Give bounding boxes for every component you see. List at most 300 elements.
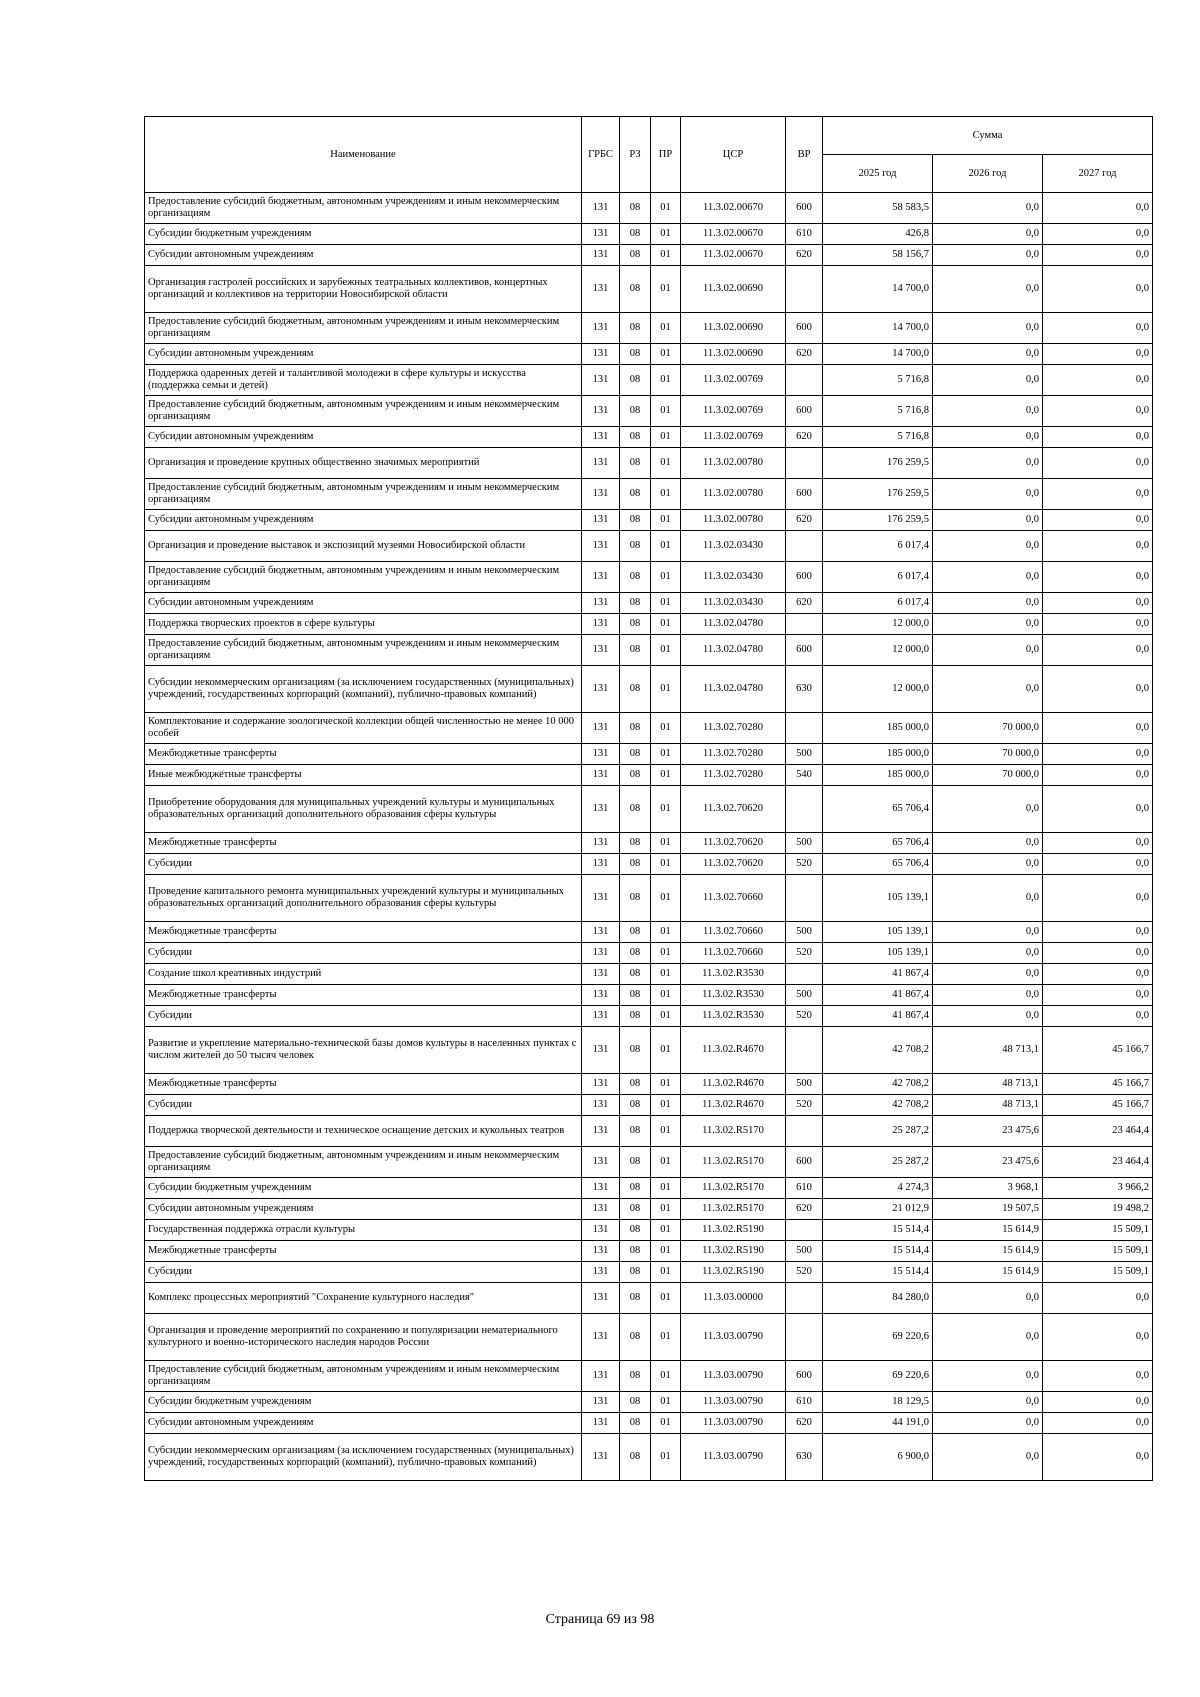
row-pr: 01	[651, 786, 681, 833]
row-vr: 600	[786, 1147, 823, 1178]
row-sum-2027: 0,0	[1043, 193, 1153, 224]
row-vr: 610	[786, 224, 823, 245]
row-sum-2027: 0,0	[1043, 614, 1153, 635]
row-rz: 08	[620, 1006, 651, 1027]
row-csr: 11.3.02.00780	[681, 448, 786, 479]
table-row	[145, 448, 1153, 479]
table-row	[145, 266, 1153, 313]
row-rz: 08	[620, 1392, 651, 1413]
row-csr: 11.3.02.R5190	[681, 1220, 786, 1241]
row-sum-2025: 44 191,0	[823, 1413, 933, 1434]
table-body	[145, 193, 1153, 1481]
table-row	[145, 875, 1153, 922]
row-vr: 520	[786, 1095, 823, 1116]
row-vr: 600	[786, 635, 823, 666]
row-sum-2027: 0,0	[1043, 985, 1153, 1006]
header-year-2026: 2026 год	[933, 155, 1043, 193]
row-csr: 11.3.02.R5190	[681, 1241, 786, 1262]
row-csr: 11.3.02.70280	[681, 713, 786, 744]
row-rz: 08	[620, 1314, 651, 1361]
row-pr: 01	[651, 713, 681, 744]
row-sum-2025: 105 139,1	[823, 922, 933, 943]
row-pr: 01	[651, 943, 681, 964]
row-sum-2027: 0,0	[1043, 1434, 1153, 1481]
row-rz: 08	[620, 1116, 651, 1147]
row-vr: 620	[786, 510, 823, 531]
row-csr: 11.3.02.00780	[681, 479, 786, 510]
row-grbs: 131	[582, 1199, 620, 1220]
table-row	[145, 922, 1153, 943]
row-grbs: 131	[582, 635, 620, 666]
row-csr: 11.3.02.R4670	[681, 1074, 786, 1095]
row-pr: 01	[651, 1116, 681, 1147]
header-year-2027: 2027 год	[1043, 155, 1153, 193]
row-name: Предоставление субсидий бюджетным, автономным учреждениям и иным некоммерческим организациям	[145, 1147, 582, 1178]
row-sum-2026: 0,0	[933, 313, 1043, 344]
row-rz: 08	[620, 765, 651, 786]
row-sum-2026: 48 713,1	[933, 1027, 1043, 1074]
row-grbs: 131	[582, 1074, 620, 1095]
row-grbs: 131	[582, 479, 620, 510]
header-name: Наименование	[145, 117, 582, 193]
row-pr: 01	[651, 854, 681, 875]
row-pr: 01	[651, 1095, 681, 1116]
row-vr: 500	[786, 1074, 823, 1095]
row-sum-2027: 45 166,7	[1043, 1095, 1153, 1116]
row-csr: 11.3.02.00690	[681, 266, 786, 313]
row-name: Предоставление субсидий бюджетным, автономным учреждениям и иным некоммерческим организациям	[145, 396, 582, 427]
row-csr: 11.3.02.00769	[681, 396, 786, 427]
row-sum-2027: 45 166,7	[1043, 1074, 1153, 1095]
row-sum-2025: 176 259,5	[823, 479, 933, 510]
row-vr	[786, 614, 823, 635]
row-sum-2025: 5 716,8	[823, 365, 933, 396]
row-name: Межбюджетные трансферты	[145, 1074, 582, 1095]
row-grbs: 131	[582, 1116, 620, 1147]
row-rz: 08	[620, 922, 651, 943]
row-sum-2025: 4 274,3	[823, 1178, 933, 1199]
row-vr	[786, 1283, 823, 1314]
row-sum-2026: 0,0	[933, 193, 1043, 224]
row-sum-2025: 69 220,6	[823, 1314, 933, 1361]
row-rz: 08	[620, 875, 651, 922]
row-csr: 11.3.02.00670	[681, 193, 786, 224]
row-sum-2026: 3 968,1	[933, 1178, 1043, 1199]
table-row	[145, 765, 1153, 786]
row-pr: 01	[651, 1413, 681, 1434]
row-sum-2026: 0,0	[933, 448, 1043, 479]
row-sum-2025: 5 716,8	[823, 396, 933, 427]
row-vr: 620	[786, 593, 823, 614]
row-pr: 01	[651, 1241, 681, 1262]
row-csr: 11.3.02.04780	[681, 666, 786, 713]
row-pr: 01	[651, 1392, 681, 1413]
row-pr: 01	[651, 1262, 681, 1283]
row-csr: 11.3.03.00790	[681, 1361, 786, 1392]
row-name: Субсидии бюджетным учреждениям	[145, 1178, 582, 1199]
table-row	[145, 245, 1153, 266]
row-csr: 11.3.02.00670	[681, 245, 786, 266]
row-sum-2026: 0,0	[933, 1361, 1043, 1392]
row-rz: 08	[620, 562, 651, 593]
row-vr: 500	[786, 833, 823, 854]
row-vr: 630	[786, 666, 823, 713]
row-pr: 01	[651, 635, 681, 666]
row-sum-2025: 6 017,4	[823, 562, 933, 593]
row-vr: 600	[786, 1361, 823, 1392]
table-row	[145, 854, 1153, 875]
row-sum-2027: 3 966,2	[1043, 1178, 1153, 1199]
row-sum-2026: 0,0	[933, 1413, 1043, 1434]
row-sum-2026: 0,0	[933, 427, 1043, 448]
row-sum-2025: 58 583,5	[823, 193, 933, 224]
row-vr: 600	[786, 313, 823, 344]
row-pr: 01	[651, 964, 681, 985]
row-sum-2026: 70 000,0	[933, 765, 1043, 786]
row-vr: 620	[786, 1199, 823, 1220]
row-pr: 01	[651, 666, 681, 713]
row-rz: 08	[620, 448, 651, 479]
table-row	[145, 713, 1153, 744]
row-sum-2027: 0,0	[1043, 744, 1153, 765]
row-sum-2026: 23 475,6	[933, 1147, 1043, 1178]
row-sum-2026: 48 713,1	[933, 1074, 1043, 1095]
row-name: Предоставление субсидий бюджетным, автономным учреждениям и иным некоммерческим организациям	[145, 1361, 582, 1392]
table-row	[145, 1147, 1153, 1178]
row-sum-2026: 0,0	[933, 964, 1043, 985]
row-sum-2027: 0,0	[1043, 922, 1153, 943]
header-vr: ВР	[786, 117, 823, 193]
row-sum-2026: 23 475,6	[933, 1116, 1043, 1147]
table-row	[145, 1262, 1153, 1283]
row-sum-2027: 15 509,1	[1043, 1220, 1153, 1241]
row-csr: 11.3.02.00690	[681, 344, 786, 365]
row-rz: 08	[620, 427, 651, 448]
row-csr: 11.3.02.00769	[681, 427, 786, 448]
row-sum-2026: 0,0	[933, 266, 1043, 313]
table-row	[145, 531, 1153, 562]
row-sum-2025: 15 514,4	[823, 1262, 933, 1283]
row-csr: 11.3.03.00790	[681, 1314, 786, 1361]
row-name: Субсидии бюджетным учреждениям	[145, 1392, 582, 1413]
header-pr: ПР	[651, 117, 681, 193]
page-number: Страница 69 из 98	[545, 1612, 655, 1627]
row-rz: 08	[620, 224, 651, 245]
row-csr: 11.3.03.00790	[681, 1392, 786, 1413]
row-grbs: 131	[582, 313, 620, 344]
row-grbs: 131	[582, 666, 620, 713]
row-csr: 11.3.02.R5170	[681, 1147, 786, 1178]
row-rz: 08	[620, 854, 651, 875]
row-rz: 08	[620, 833, 651, 854]
row-sum-2025: 18 129,5	[823, 1392, 933, 1413]
row-pr: 01	[651, 593, 681, 614]
row-sum-2027: 0,0	[1043, 562, 1153, 593]
row-rz: 08	[620, 1361, 651, 1392]
row-sum-2025: 12 000,0	[823, 666, 933, 713]
row-grbs: 131	[582, 245, 620, 266]
row-sum-2027: 0,0	[1043, 593, 1153, 614]
row-name: Комплекс процессных мероприятий "Сохранение культурного наследия"	[145, 1283, 582, 1314]
row-name: Субсидии автономным учреждениям	[145, 510, 582, 531]
row-grbs: 131	[582, 1361, 620, 1392]
row-sum-2026: 0,0	[933, 666, 1043, 713]
row-csr: 11.3.02.00690	[681, 313, 786, 344]
row-sum-2026: 0,0	[933, 593, 1043, 614]
table-row	[145, 193, 1153, 224]
table-row	[145, 943, 1153, 964]
row-sum-2026: 0,0	[933, 614, 1043, 635]
row-grbs: 131	[582, 1434, 620, 1481]
row-name: Предоставление субсидий бюджетным, автономным учреждениям и иным некоммерческим организациям	[145, 635, 582, 666]
row-sum-2026: 0,0	[933, 985, 1043, 1006]
table-row	[145, 427, 1153, 448]
row-pr: 01	[651, 266, 681, 313]
row-pr: 01	[651, 510, 681, 531]
row-pr: 01	[651, 365, 681, 396]
row-pr: 01	[651, 193, 681, 224]
table-row	[145, 562, 1153, 593]
row-grbs: 131	[582, 744, 620, 765]
header-csr: ЦСР	[681, 117, 786, 193]
row-sum-2026: 0,0	[933, 1434, 1043, 1481]
row-sum-2026: 0,0	[933, 224, 1043, 245]
row-csr: 11.3.02.R5190	[681, 1262, 786, 1283]
table-row	[145, 635, 1153, 666]
row-rz: 08	[620, 313, 651, 344]
row-name: Субсидии некоммерческим организациям (за исключением государственных (муниципальных) учреждений, государственных корпораций (компаний), публично-правовых компаний)	[145, 1434, 582, 1481]
row-vr	[786, 964, 823, 985]
table-row	[145, 479, 1153, 510]
row-pr: 01	[651, 985, 681, 1006]
table-row	[145, 1361, 1153, 1392]
row-rz: 08	[620, 193, 651, 224]
row-sum-2027: 0,0	[1043, 313, 1153, 344]
table-row	[145, 833, 1153, 854]
row-rz: 08	[620, 593, 651, 614]
row-vr: 610	[786, 1178, 823, 1199]
row-sum-2027: 0,0	[1043, 943, 1153, 964]
row-sum-2025: 5 716,8	[823, 427, 933, 448]
row-grbs: 131	[582, 1241, 620, 1262]
row-sum-2026: 0,0	[933, 479, 1043, 510]
row-rz: 08	[620, 266, 651, 313]
row-sum-2027: 0,0	[1043, 875, 1153, 922]
row-rz: 08	[620, 943, 651, 964]
row-vr: 620	[786, 245, 823, 266]
row-name: Поддержка одаренных детей и талантливой молодежи в сфере культуры и искусства (поддержка семьи и детей)	[145, 365, 582, 396]
row-grbs: 131	[582, 593, 620, 614]
row-sum-2025: 58 156,7	[823, 245, 933, 266]
row-vr	[786, 1116, 823, 1147]
row-vr: 520	[786, 1262, 823, 1283]
row-grbs: 131	[582, 1147, 620, 1178]
row-csr: 11.3.02.70660	[681, 875, 786, 922]
row-pr: 01	[651, 1220, 681, 1241]
row-grbs: 131	[582, 193, 620, 224]
row-sum-2027: 23 464,4	[1043, 1116, 1153, 1147]
row-name: Организация и проведение выставок и экспозиций музеями Новосибирской области	[145, 531, 582, 562]
row-name: Предоставление субсидий бюджетным, автономным учреждениям и иным некоммерческим организациям	[145, 479, 582, 510]
row-vr: 500	[786, 985, 823, 1006]
table-row	[145, 744, 1153, 765]
row-pr: 01	[651, 224, 681, 245]
row-csr: 11.3.02.R5170	[681, 1178, 786, 1199]
row-vr: 600	[786, 479, 823, 510]
row-rz: 08	[620, 531, 651, 562]
row-name: Субсидии автономным учреждениям	[145, 245, 582, 266]
row-vr: 520	[786, 854, 823, 875]
table-row	[145, 1314, 1153, 1361]
row-sum-2025: 185 000,0	[823, 765, 933, 786]
budget-table	[144, 116, 1153, 1481]
row-sum-2025: 12 000,0	[823, 635, 933, 666]
row-grbs: 131	[582, 344, 620, 365]
table-row	[145, 313, 1153, 344]
row-sum-2025: 6 017,4	[823, 593, 933, 614]
row-sum-2027: 0,0	[1043, 765, 1153, 786]
header-rz: РЗ	[620, 117, 651, 193]
row-rz: 08	[620, 1199, 651, 1220]
row-sum-2025: 14 700,0	[823, 313, 933, 344]
row-grbs: 131	[582, 427, 620, 448]
row-pr: 01	[651, 1314, 681, 1361]
row-csr: 11.3.02.R4670	[681, 1027, 786, 1074]
table-row	[145, 1006, 1153, 1027]
row-name: Поддержка творческой деятельности и техническое оснащение детских и кукольных театров	[145, 1116, 582, 1147]
row-name: Организация и проведение крупных общественно значимых мероприятий	[145, 448, 582, 479]
row-grbs: 131	[582, 786, 620, 833]
row-sum-2025: 14 700,0	[823, 266, 933, 313]
row-name: Государственная поддержка отрасли культуры	[145, 1220, 582, 1241]
table-row	[145, 1116, 1153, 1147]
row-rz: 08	[620, 510, 651, 531]
row-vr	[786, 531, 823, 562]
row-pr: 01	[651, 744, 681, 765]
row-rz: 08	[620, 479, 651, 510]
row-sum-2026: 0,0	[933, 1006, 1043, 1027]
row-vr: 620	[786, 427, 823, 448]
row-rz: 08	[620, 365, 651, 396]
row-sum-2027: 0,0	[1043, 1361, 1153, 1392]
row-pr: 01	[651, 1361, 681, 1392]
row-vr	[786, 875, 823, 922]
row-name: Межбюджетные трансферты	[145, 985, 582, 1006]
row-sum-2025: 12 000,0	[823, 614, 933, 635]
row-sum-2026: 0,0	[933, 510, 1043, 531]
row-sum-2025: 41 867,4	[823, 1006, 933, 1027]
row-pr: 01	[651, 562, 681, 593]
table-row	[145, 510, 1153, 531]
row-sum-2025: 105 139,1	[823, 943, 933, 964]
row-sum-2026: 0,0	[933, 344, 1043, 365]
row-rz: 08	[620, 1413, 651, 1434]
table-row	[145, 1027, 1153, 1074]
row-name: Предоставление субсидий бюджетным, автономным учреждениям и иным некоммерческим организациям	[145, 313, 582, 344]
row-rz: 08	[620, 1262, 651, 1283]
row-pr: 01	[651, 245, 681, 266]
row-sum-2026: 0,0	[933, 875, 1043, 922]
row-grbs: 131	[582, 833, 620, 854]
row-pr: 01	[651, 833, 681, 854]
row-name: Межбюджетные трансферты	[145, 1241, 582, 1262]
row-grbs: 131	[582, 266, 620, 313]
row-name: Субсидии автономным учреждениям	[145, 1199, 582, 1220]
row-csr: 11.3.02.R3530	[681, 985, 786, 1006]
table-row	[145, 1220, 1153, 1241]
row-vr	[786, 448, 823, 479]
row-sum-2027: 0,0	[1043, 396, 1153, 427]
row-sum-2026: 0,0	[933, 786, 1043, 833]
row-rz: 08	[620, 1283, 651, 1314]
table-row	[145, 344, 1153, 365]
row-pr: 01	[651, 1074, 681, 1095]
row-sum-2025: 65 706,4	[823, 854, 933, 875]
row-grbs: 131	[582, 1314, 620, 1361]
row-name: Поддержка творческих проектов в сфере культуры	[145, 614, 582, 635]
row-sum-2027: 19 498,2	[1043, 1199, 1153, 1220]
table-row	[145, 786, 1153, 833]
row-sum-2026: 0,0	[933, 922, 1043, 943]
row-grbs: 131	[582, 854, 620, 875]
row-vr	[786, 786, 823, 833]
row-sum-2025: 426,8	[823, 224, 933, 245]
row-name: Субсидии автономным учреждениям	[145, 344, 582, 365]
row-name: Субсидии автономным учреждениям	[145, 593, 582, 614]
row-grbs: 131	[582, 365, 620, 396]
row-csr: 11.3.02.R3530	[681, 1006, 786, 1027]
row-vr: 630	[786, 1434, 823, 1481]
row-sum-2026: 0,0	[933, 396, 1043, 427]
row-pr: 01	[651, 1178, 681, 1199]
row-name: Межбюджетные трансферты	[145, 922, 582, 943]
row-csr: 11.3.02.70620	[681, 854, 786, 875]
row-name: Предоставление субсидий бюджетным, автономным учреждениям и иным некоммерческим организациям	[145, 193, 582, 224]
row-sum-2025: 6 017,4	[823, 531, 933, 562]
row-name: Субсидии	[145, 1006, 582, 1027]
row-grbs: 131	[582, 1392, 620, 1413]
row-sum-2027: 0,0	[1043, 786, 1153, 833]
row-sum-2027: 45 166,7	[1043, 1027, 1153, 1074]
row-grbs: 131	[582, 562, 620, 593]
row-pr: 01	[651, 531, 681, 562]
row-vr	[786, 266, 823, 313]
row-csr: 11.3.02.04780	[681, 635, 786, 666]
row-vr: 500	[786, 922, 823, 943]
row-name: Субсидии	[145, 1095, 582, 1116]
row-vr	[786, 1220, 823, 1241]
row-vr: 600	[786, 396, 823, 427]
row-pr: 01	[651, 1283, 681, 1314]
row-sum-2026: 0,0	[933, 635, 1043, 666]
row-sum-2027: 0,0	[1043, 224, 1153, 245]
row-pr: 01	[651, 396, 681, 427]
row-name: Субсидии	[145, 854, 582, 875]
row-csr: 11.3.02.70660	[681, 922, 786, 943]
row-pr: 01	[651, 1199, 681, 1220]
row-name: Субсидии бюджетным учреждениям	[145, 224, 582, 245]
row-sum-2027: 0,0	[1043, 1392, 1153, 1413]
row-sum-2027: 0,0	[1043, 1413, 1153, 1434]
row-sum-2025: 15 514,4	[823, 1220, 933, 1241]
row-rz: 08	[620, 614, 651, 635]
row-sum-2027: 0,0	[1043, 448, 1153, 479]
table-row	[145, 1178, 1153, 1199]
row-grbs: 131	[582, 1095, 620, 1116]
row-grbs: 131	[582, 510, 620, 531]
row-csr: 11.3.02.04780	[681, 614, 786, 635]
row-csr: 11.3.02.70620	[681, 786, 786, 833]
